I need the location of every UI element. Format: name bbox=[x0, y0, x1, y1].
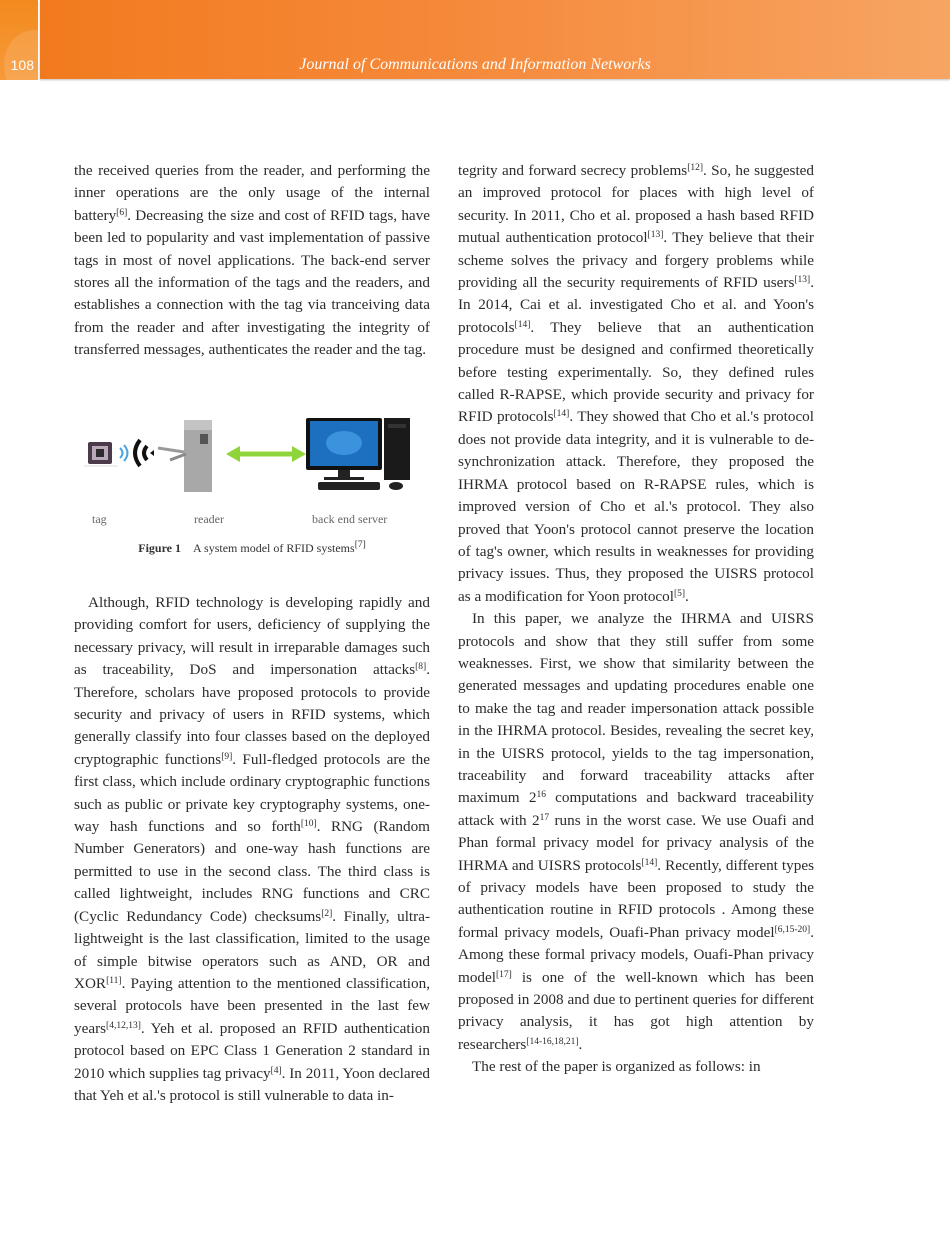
figure-caption: Figure 1 A system model of RFID systems[7] bbox=[138, 540, 366, 555]
reader-turnstile-icon bbox=[158, 420, 212, 492]
rfid-tag-icon bbox=[84, 442, 118, 466]
citation: [14] bbox=[514, 319, 531, 330]
citation: [6,15-20] bbox=[774, 924, 811, 935]
figure-label-server: back end server bbox=[312, 512, 388, 526]
citation: [4] bbox=[270, 1065, 282, 1076]
exponent: 17 bbox=[539, 812, 550, 823]
citation: [13] bbox=[794, 275, 811, 286]
citation: [4,12,13] bbox=[106, 1020, 141, 1031]
citation: [14] bbox=[553, 409, 570, 420]
citation: [14] bbox=[641, 857, 658, 868]
figure-1 bbox=[74, 410, 430, 560]
paragraph: In this paper, we analyze the IHRMA and UISRS protocols and show that they still suffer from some weaknesses. First, we show that similarity between the generated messages and updating procedures enable one to make the tag and reader impersonation attack possible in the IHRMA protocol. Besides, revealing the secret key, in the UISRS protocol, yields to the tag impersonation, traceability and forward traceability attacks after maximum $2^{16}$ computations and backward traceability attack with $2^{17}$ runs in the worst case. We use Ouafi and Phan formal privacy model for privacy analysis of the IHRMA and UISRS protocols[14]. Recently, different types of privacy models have been proposed to study the authentication routine in RFID protocols . Among these formal privacy models, Ouafi-Phan privacy model[6,15-20]. Among these formal privacy models, Ouafi-Phan privacy model[17] is one of the well-known which has been proposed in 2008 and due to pertinent queries for different privacy analysis, it has got high attention by researchers[14-16,18,21]. bbox=[458, 610, 814, 1053]
page-header bbox=[0, 0, 950, 80]
page-number: 108 bbox=[10, 57, 34, 73]
citation: [7] bbox=[354, 540, 366, 550]
figure-label-reader: reader bbox=[194, 512, 224, 526]
citation: [13] bbox=[647, 230, 664, 241]
citation: [12] bbox=[687, 163, 704, 173]
paragraph: Although, RFID technology is developing rapidly and providing comfort for users, deficiency of supplying the necessary privacy, will result in irreparable damages such as traceability, DoS and impersonation attacks[8]. Therefore, scholars have proposed protocols to provide security and privacy of users in RFID systems, which generally classify into four classes based on the deployed cryptographic functions[9]. Full-fledged protocols are the first class, which include ordinary cryptographic functions such as public or private key cryptography systems, one-way hash functions and so forth[10]. RNG (Random Number Generators) and one-way hash functions are permitted to use in the second class. The third class is called lightweight, includes RNG functions and CRC (Cyclic Redundancy Code) checksums[2]. Finally, ultra-lightweight is the last classification, limited to the usage of simple bitwise operators such as AND, OR and XOR[11]. Paying attention to the mentioned classification, several protocols have been presented in the last few years[4,12,13]. Yeh et al. proposed an RFID authentication protocol based on EPC Class 1 Generation 2 standard in 2010 which supplies tag privacy[4]. In 2011, Yoon declared that Yeh et al.'s protocol is still vulnerable to data in- bbox=[74, 594, 431, 1104]
figure-label-tag: tag bbox=[92, 512, 107, 526]
back-end-server-icon bbox=[306, 418, 410, 490]
paragraph: the received queries from the reader, and performing the inner operations are the only usage of the internal battery[6]. Decreasing the size and cost of RFID tags, have been led to popularity and vast implementation of passive tags in most of novel applications. The back-end server stores all the information of the tags and the readers, and establishes a connection with the tag via tranceiving data from the reader and after investigating the integrity of transferred messages, authenticates the reader and the tag. bbox=[74, 162, 430, 359]
citation: [11] bbox=[106, 975, 122, 986]
citation: [8] bbox=[415, 662, 427, 673]
rfid-system-illustration bbox=[74, 410, 430, 500]
citation: [6] bbox=[116, 207, 128, 218]
citation: [2] bbox=[321, 908, 333, 919]
citation: [5] bbox=[673, 588, 686, 599]
bidirectional-arrow-icon bbox=[226, 446, 306, 462]
citation: [14-16,18,21] bbox=[526, 1036, 579, 1047]
citation: [17] bbox=[495, 969, 512, 980]
wireless-signal-icon bbox=[120, 440, 154, 466]
left-column-bottom bbox=[74, 592, 430, 1107]
figure-number: Figure 1 bbox=[138, 541, 182, 555]
citation: [9] bbox=[221, 751, 233, 762]
paragraph: tegrity and forward secrecy problems[12]. So, he suggested an improved protocol for places with high level of security. In 2011, Cho et al. proposed a hash based RFID mutual authentication protocol[13]. They believe that their scheme solves the privacy and forgery problems while providing all the security requirements of RFID users[13]. In 2014, Cai et al. investigated Cho et al. and Yoon's protocols[14]. They believe that an authentication procedure must be designed and confirmed theoretically before testing experimentally. So, they defined rules called R-RAPSE, which provide security and privacy for RFID protocols[14]. They showed that Cho et al.'s protocol does not provide data integrity, and it is vulnerable to de-synchronization attack. Therefore, they proposed the IHRMA protocol based on R-RAPSE rules, which is improved version of Cho et al.'s protocol. They also proved that Yoon's protocol cannot preserve the location of tag's owner, which results in weaknesses for providing privacy issues. Thus, they proposed the UISRS protocol as a modification for Yoon protocol[5]. bbox=[458, 162, 814, 605]
paragraph: The rest of the paper is organized as follows: in bbox=[472, 1058, 761, 1076]
right-column bbox=[458, 160, 814, 1079]
exponent: 16 bbox=[536, 790, 546, 801]
left-column-top bbox=[74, 160, 430, 362]
citation: [10] bbox=[300, 819, 317, 830]
journal-title: Journal of Communications and Information Networks bbox=[299, 56, 651, 73]
